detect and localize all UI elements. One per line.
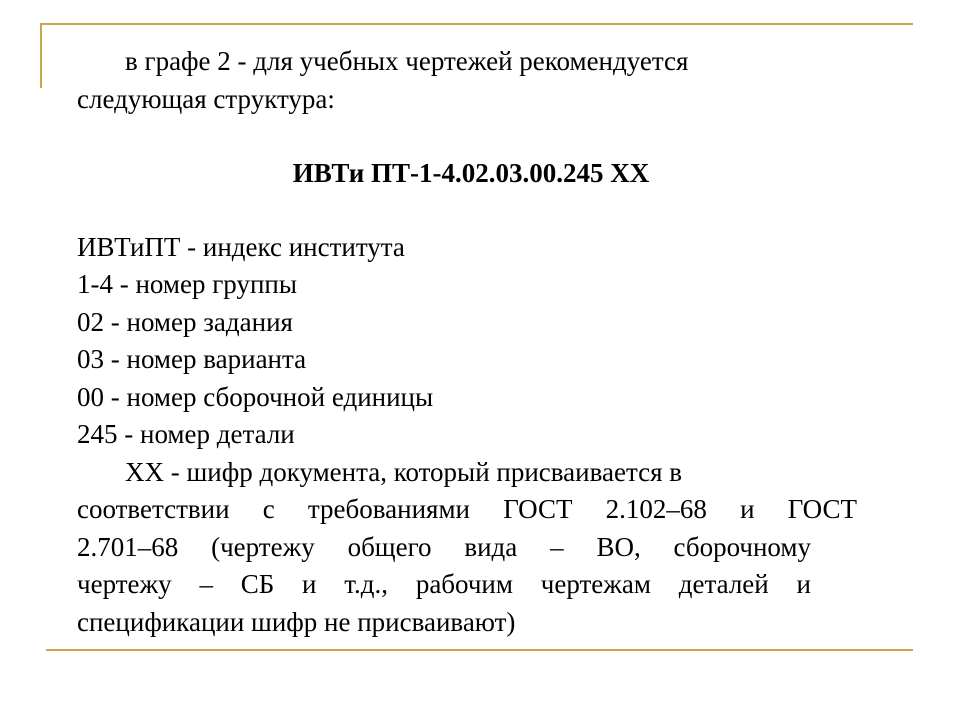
decorative-left-line [40,24,42,88]
list-item-institute: ИВТиПТ - индекс института [77,231,405,262]
note-line-4: чертежу – СБ и т.д., рабочим чертежам деталей и [77,569,811,599]
decorative-bottom-line [46,649,913,651]
list-item-task: 02 - номер задания [77,306,293,337]
note-line-2: соответствии с требованиями ГОСТ 2.102–68 и ГОСТ [77,494,857,524]
note-line-1: ХХ - шифр документа, который присваивается в [125,456,682,487]
decorative-top-line [40,23,913,25]
document-code: ИВТи ПТ-1-4.02.03.00.245 ХХ [292,158,650,188]
intro-line-2: следующая структура: [77,83,335,114]
list-item-group: 1-4 - номер группы [77,269,297,299]
note-line-3: 2.701–68 (чертежу общего вида – ВО, сборочному [77,531,811,562]
list-item-assembly-unit: 00 - номер сборочной единицы [77,381,434,412]
list-item-variant: 03 - номер варианта [77,344,307,374]
intro-line-1: в графе 2 - для учебных чертежей рекомендуется [125,46,689,76]
list-item-part: 245 - номер детали [77,419,295,449]
slide-content [77,43,857,641]
note-line-5: спецификации шифр не присваивают) [77,606,516,637]
